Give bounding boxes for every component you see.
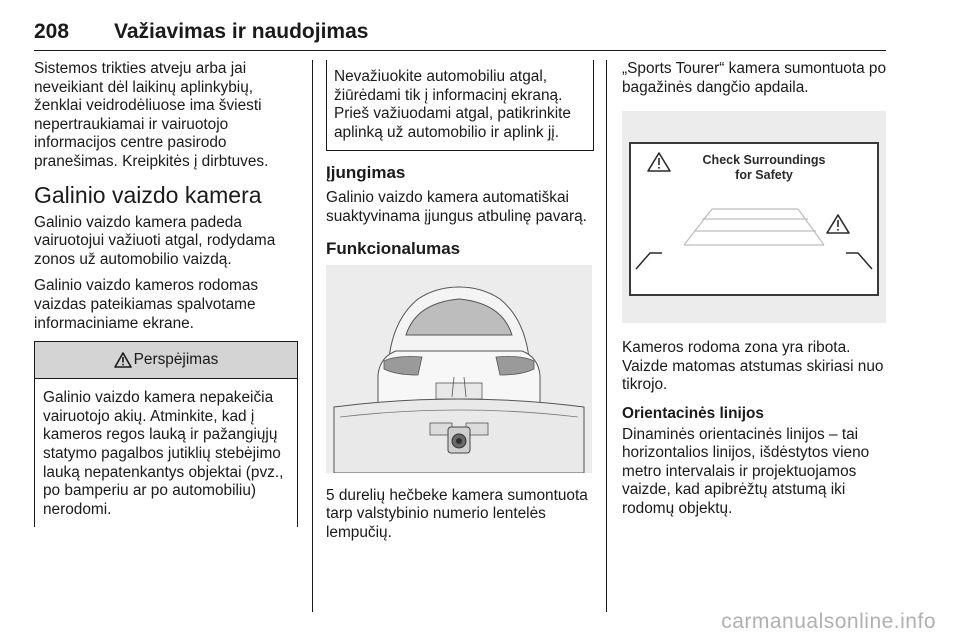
camera-display-illustration <box>622 111 886 323</box>
page-header <box>34 6 886 51</box>
column-divider-2 <box>606 60 607 612</box>
guides-text: Dinaminės orientacinės linijos – tai horizontalios linijos, išdėstytos vieno metro intervalais ir projektuojamos vaizde, kad apibrėžtų atstumą iki rodomų objektų. <box>622 425 870 517</box>
warning-continued-text: Nevažiuokite automobiliu atgal, žiūrėdami tik į informacinį ekraną. Prieš važiuodami atgal, patikrinkite aplinką už automobilio ir aplink jį. <box>334 68 571 141</box>
screen-message-line2: for Safety <box>735 168 793 183</box>
watermark-logo: carmanualsonline.info <box>721 610 936 633</box>
column-left <box>34 60 298 527</box>
hatchback-camera-illustration <box>326 265 592 473</box>
display-description: Galinio vaizdo kameros rodomas vaizdas pateikiamas spalvotame informaciniame ekrane. <box>34 277 259 332</box>
page-number: 208 <box>34 20 70 43</box>
warning-continued-box <box>326 60 594 151</box>
guides-heading: Orientacinės linijos <box>622 404 764 422</box>
sports-tourer-text: „Sports Tourer“ kamera sumontuota po bagažinės dangčio apdaila. <box>622 60 887 96</box>
warning-icon <box>114 352 132 368</box>
activation-heading: Įjungimas <box>326 163 406 183</box>
chapter-title: Važiavimas ir naudojimas <box>114 20 369 43</box>
intro-paragraph: Sistemos trikties atveju arba jai neveikiant dėl laikinų aplinkybių, ženklai veidrodėliuose ima šviesti nepertraukiamai ir vairuotojo informacijos centre pasirodo pranešimas. Kreipkitės į dirbtuves. <box>34 60 269 170</box>
screen-message-line1: Check Surroundings <box>702 153 826 168</box>
camera-description: Galinio vaizdo kamera padeda vairuotojui važiuoti atgal, rodydama zonos už automobilio vaizdą. <box>34 213 276 268</box>
warning-box <box>34 341 298 527</box>
warning-title: Perspėjimas <box>133 351 219 369</box>
zone-text: Kameros rodoma zona yra ribota. Vaizde matomas atstumas skiriasi nuo tikrojo. <box>622 339 884 394</box>
function-heading: Funkcionalumas <box>326 238 461 258</box>
column-divider-1 <box>312 60 313 612</box>
camera-screen-figure <box>622 111 886 323</box>
column-right <box>622 60 888 519</box>
warning-text: Galinio vaizdo kamera nepakeičia vairuotojo akių. Atminkite, kad į kameros regos lauką ir pažangiųjų statymo pagalbos jutiklių stebėjimo lauką nepatenkantys objektai (pvz., po bamperiu ar po automobiliu) nerodomi. <box>43 389 284 518</box>
figure-caption: 5 durelių hečbeke kamera sumontuota tarp valstybinio numerio lentelės lempučių. <box>326 486 588 541</box>
activation-text: Galinio vaizdo kamera automatiškai suaktyvinama įjungus atbulinę pavarą. <box>326 189 587 225</box>
warning-header <box>35 341 297 379</box>
section-title: Galinio vaizdo kamera <box>34 181 262 208</box>
column-middle <box>326 60 594 542</box>
screen-message <box>676 153 852 183</box>
